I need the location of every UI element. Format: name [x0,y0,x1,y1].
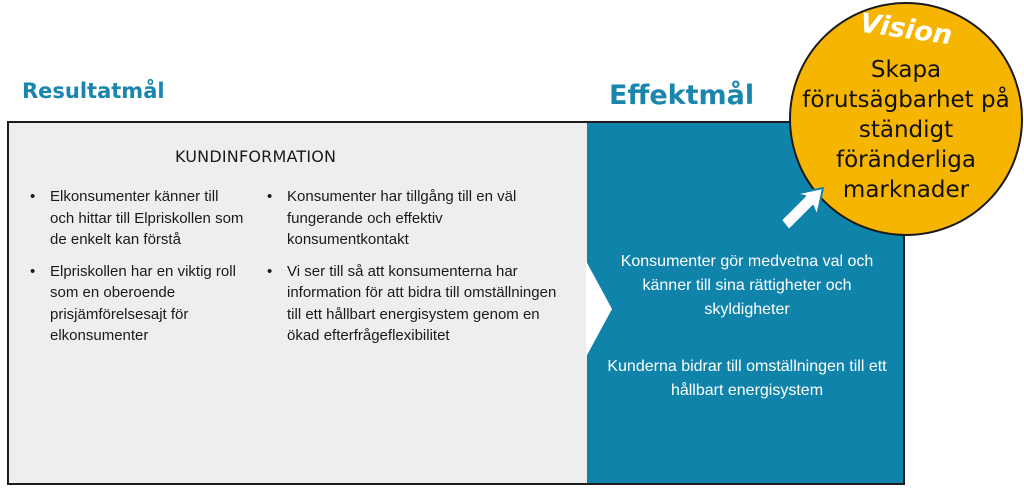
effekt-heading: Effektmål [609,80,755,111]
arrow-up-right-icon [775,180,835,240]
effect-text-2: Kunderna bidrar till omställningen till ett hållbart energisystem [607,358,887,399]
diagram-frame [7,121,905,485]
effect-text-1: Konsumenter gör medvetna val och känner till sina rättigheter och skyldigheter [620,253,874,318]
result-panel [9,123,587,483]
vision-text: Skapa förutsägbarhet på ständigt föränderliga marknader [802,57,1010,203]
result-item: • Vi ser till så att konsumenterna har information för att bidra till omställningen till ett hållbart energisystem genom en ökad efterfrågeflexibilitet [267,261,567,347]
result-item: • Elkonsumenter känner till och hittar till Elpriskollen som de enkelt kan förstå [30,186,245,251]
result-item: • Elpriskollen har en viktig roll som en oberoende prisjämförelsesajt för elkonsumenter [30,261,245,347]
section-title: KUNDINFORMATION [175,147,337,166]
result-list-1 [30,186,245,357]
vision-title: Vision [857,7,955,52]
result-item: • Konsumenter har tillgång till en väl fungerande och effektiv konsumentkontakt [267,186,567,251]
result-list-2 [267,186,567,357]
chevron-right-icon [586,261,612,357]
resultat-heading: Resultatmål [22,79,165,103]
